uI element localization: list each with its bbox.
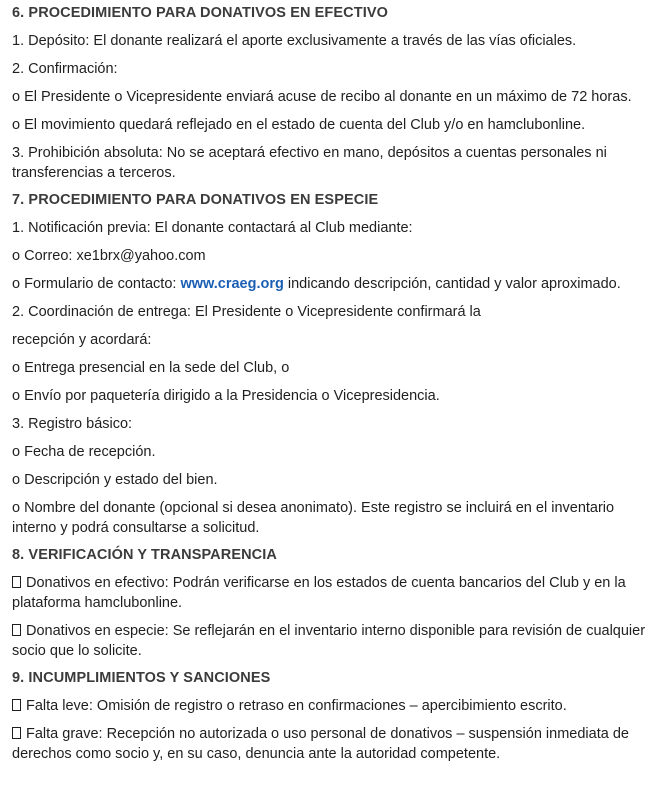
section-6-paragraph: 3. Prohibición absoluta: No se aceptará efectivo en mano, depósitos a cuentas personales ni transferencias a terceros.	[12, 145, 607, 181]
bullet-item	[12, 696, 648, 716]
bullet-text: Falta grave: Recepción no autorizada o uso personal de donativos – suspensión inmediata de derechos como socio y, en su caso, denuncia ante la autoridad competente.	[12, 726, 629, 762]
missing-glyph-bullet-icon	[12, 624, 21, 636]
bullet-item	[12, 573, 648, 613]
section-7-paragraph: o Correo: xe1brx@yahoo.com	[12, 248, 206, 264]
section-7-heading: 7. PROCEDIMIENTO PARA DONATIVOS EN ESPECIE	[12, 192, 379, 208]
bullet-text: Falta leve: Omisión de registro o retraso en confirmaciones – apercibimiento escrito.	[26, 698, 567, 714]
missing-glyph-bullet-icon	[12, 727, 21, 739]
section-7-paragraph: o Nombre del donante (opcional si desea anonimato). Este registro se incluirá en el inventario interno y podrá consultarse a solicitud.	[12, 500, 615, 536]
contact-form-prefix: o Formulario de contacto:	[12, 276, 181, 292]
section-6-paragraph: 2. Confirmación:	[12, 61, 118, 77]
section-7-paragraph: o Fecha de recepción.	[12, 444, 156, 460]
contact-form-line	[12, 274, 648, 294]
section-7-paragraph: o Descripción y estado del bien.	[12, 472, 218, 488]
bullet-text: Donativos en efectivo: Podrán verificarse en los estados de cuenta bancarios del Club y en la plataforma hamclubonline.	[12, 575, 626, 611]
section-7-paragraph: 2. Coordinación de entrega: El Presidente o Vicepresidente confirmará la	[12, 304, 481, 320]
section-6-paragraph: o El Presidente o Vicepresidente enviará acuse de recibo al donante en un máximo de 72 horas.	[12, 89, 632, 105]
missing-glyph-bullet-icon	[12, 576, 21, 588]
contact-form-suffix: indicando descripción, cantidad y valor aproximado.	[283, 276, 621, 292]
section-7-paragraph: o Envío por paquetería dirigido a la Presidencia o Vicepresidencia.	[12, 388, 440, 404]
section-6-heading: 6. PROCEDIMIENTO PARA DONATIVOS EN EFECTIVO	[12, 5, 388, 21]
bullet-text: Donativos en especie: Se reflejarán en el inventario interno disponible para revisión de cualquier socio que lo solicite.	[12, 623, 646, 659]
bullet-item	[12, 621, 648, 661]
section-6-paragraph: o El movimiento quedará reflejado en el estado de cuenta del Club y/o en hamclubonline.	[12, 117, 586, 133]
section-7-paragraph: 1. Notificación previa: El donante contactará al Club mediante:	[12, 220, 413, 236]
section-9-heading: 9. INCUMPLIMIENTOS Y SANCIONES	[12, 670, 271, 686]
missing-glyph-bullet-icon	[12, 699, 21, 711]
section-6-paragraph: 1. Depósito: El donante realizará el aporte exclusivamente a través de las vías oficiales.	[12, 33, 577, 49]
section-7-paragraph: recepción y acordará:	[12, 332, 152, 348]
section-7-paragraph: o Entrega presencial en la sede del Club, o	[12, 360, 290, 376]
craeg-website-link[interactable]: www.craeg.org	[180, 276, 284, 292]
section-8-heading: 8. VERIFICACIÓN Y TRANSPARENCIA	[12, 547, 277, 563]
bullet-item	[12, 724, 648, 764]
section-7-paragraph: 3. Registro básico:	[12, 416, 133, 432]
